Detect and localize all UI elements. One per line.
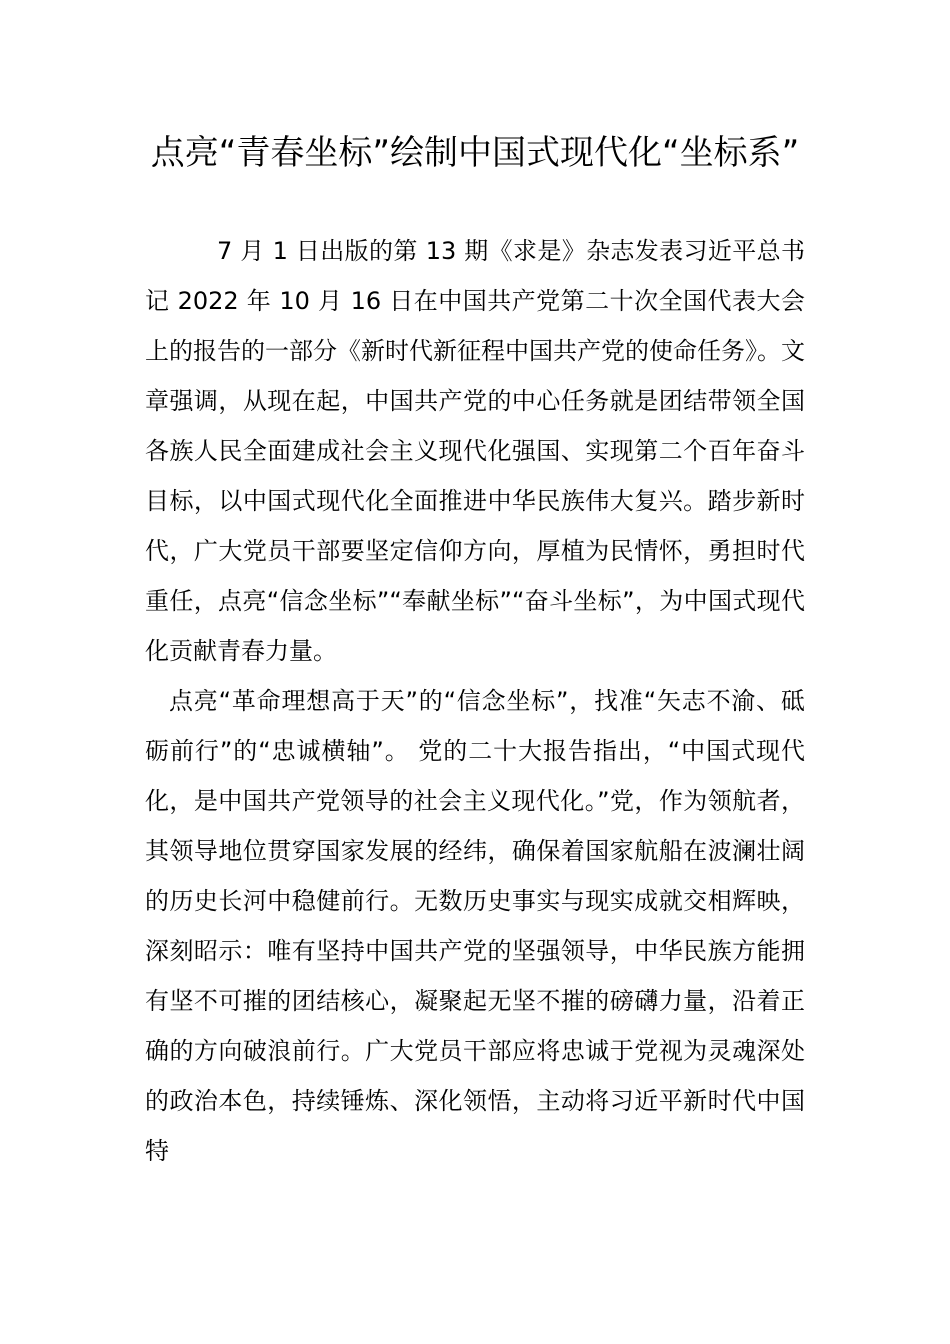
paragraph-intro: 7 月 1 日出版的第 13 期《求是》杂志发表习近平总书记 2022 年 10 月 16 日在中国共产党第二十次全国代表大会上的报告的一部分《新时代新征程中国共产党的使命任务》。文章强调，从现在起，中国共产党的中心任务就是团结带领全国各族人民全面建成社会主义现代化强国、实现第二个百年奋斗目标，以中国式现代化全面推进中华民族伟大复兴。踏步新时代，广大党员干部要坚定信仰方向，厚植为民情怀，勇担时代重任，点亮“信念坐标”“奉献坐标”“奋斗坐标”，为中国式现代化贡献青春力量。 [145,237,805,665]
document-title: 点亮“青春坐标”绘制中国式现代化“坐标系” [150,133,800,173]
document-body [145,226,805,1176]
paragraph-belief-coordinate: 点亮“革命理想高于天”的“信念坐标”，找准“矢志不渝、砥砺前行”的“忠诚横轴”。 党的二十大报告指出，“中国式现代化，是中国共产党领导的社会主义现代化。”党，作为领航者，其领导地位贯穿国家发展的经纬，确保着国家航船在波澜壮阔的历史长河中稳健前行。无数历史事实与现实成就交相辉映，深刻昭示：唯有坚持中国共产党的坚强领导，中华民族方能拥有坚不可摧的团结核心，凝聚起无坚不摧的磅礴力量，沿着正确的方向破浪前行。广大党员干部应将忠诚于党视为灵魂深处的政治本色，持续锤炼、深化领悟，主动将习近平新时代中国特 [145,687,805,1165]
